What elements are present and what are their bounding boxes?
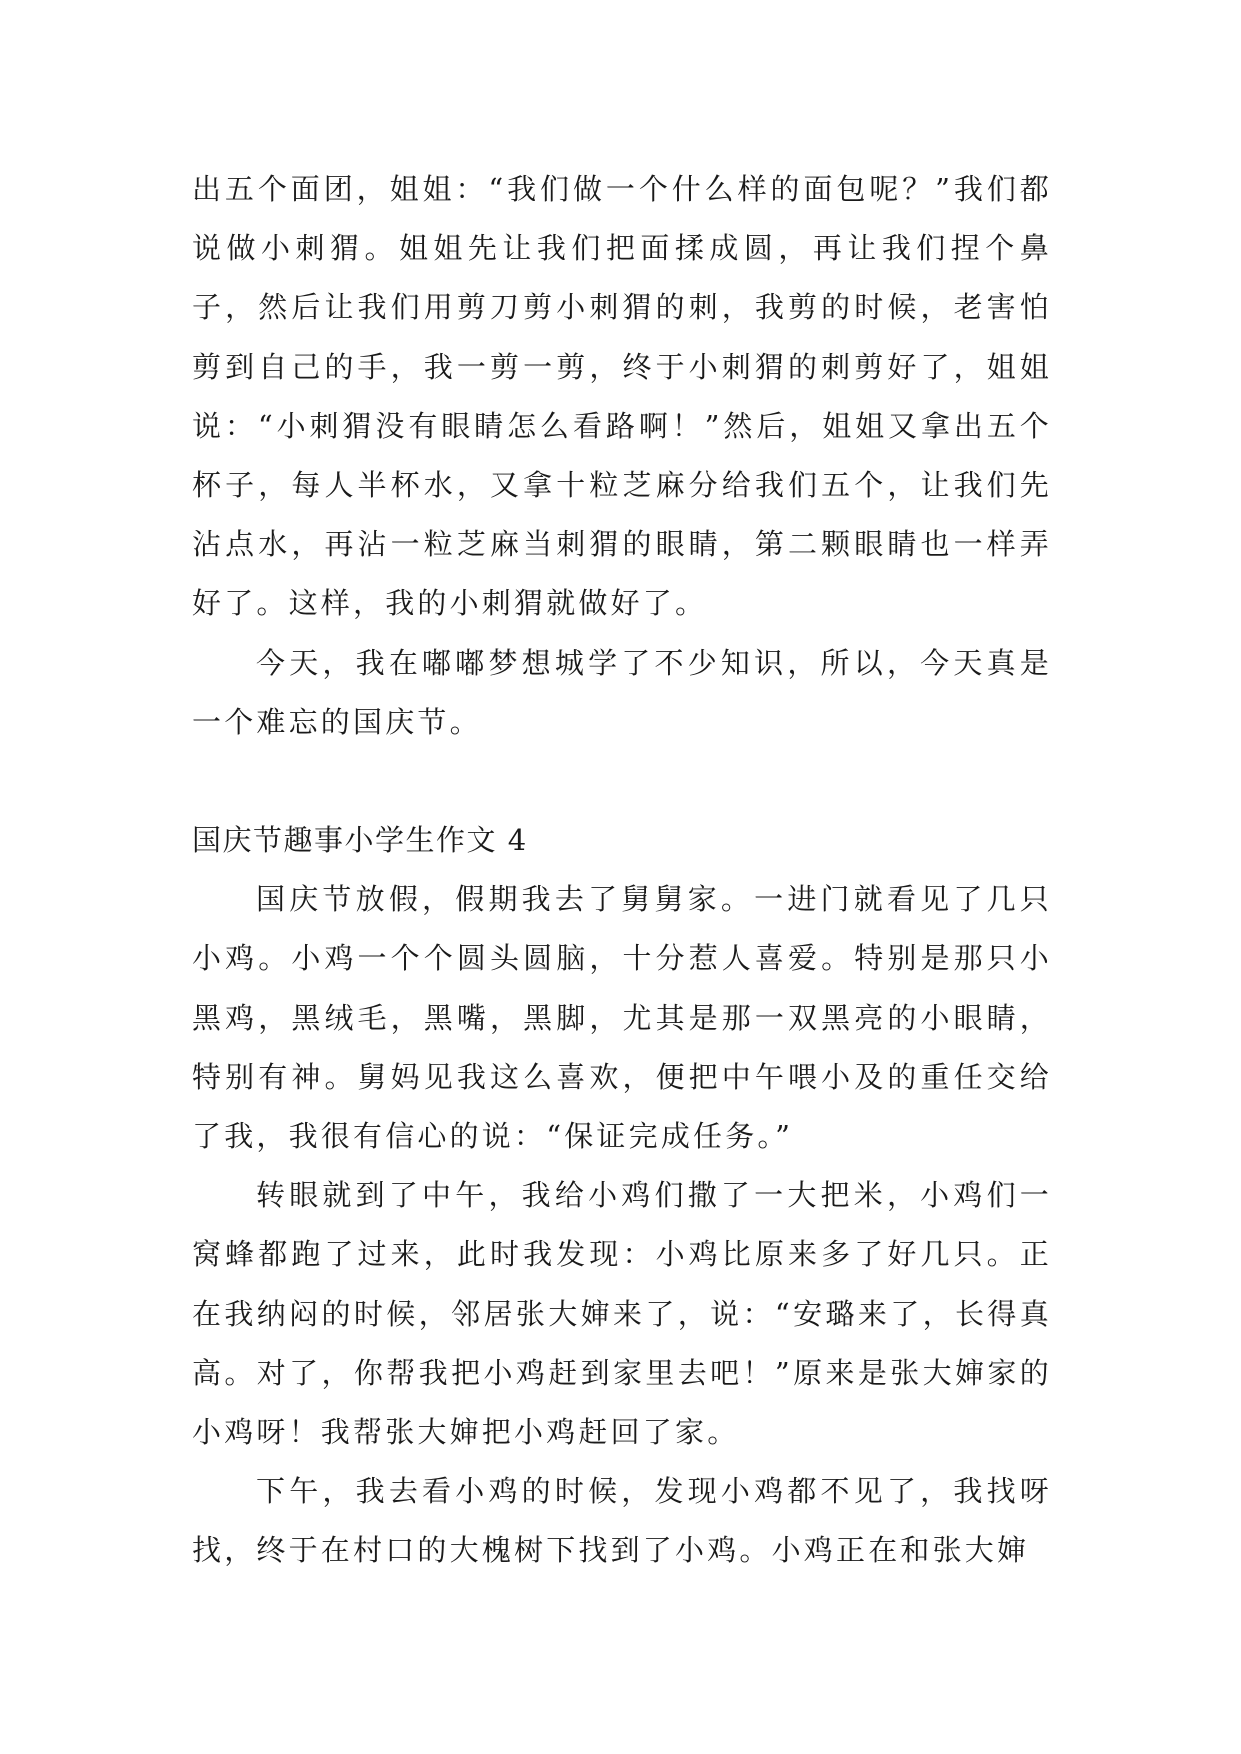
paragraph: 国庆节放假，假期我去了舅舅家。一进门就看见了几只小鸡。小鸡一个个圆头圆脑，十分惹人喜爱。特别是那只小黑鸡，黑绒毛，黑嘴，黑脚，尤其是那一双黑亮的小眼睛，特别有神。舅妈见我这么喜欢，便把中午喂小及的重任交给了我，我很有信心的说：“保证完成任务。”: [192, 882, 1052, 1154]
paragraph: 转眼就到了中午，我给小鸡们撒了一大把米，小鸡们一窝蜂都跑了过来，此时我发现：小鸡比原来多了好几只。正在我纳闷的时候，邻居张大婶来了，说：“安璐来了，长得真高。对了，你帮我把小鸡赶到家里去吧！”原来是张大婶家的小鸡呀！我帮张大婶把小鸡赶回了家。: [192, 1178, 1052, 1450]
document-body: [192, 160, 1052, 1581]
paragraph: 下午，我去看小鸡的时候，发现小鸡都不见了，我找呀找，终于在村口的大槐树下找到了小鸡。小鸡正在和张大婶: [192, 1474, 1052, 1568]
paragraph-continued: 出五个面团，姐姐：“我们做一个什么样的面包呢？”我们都说做小刺猬。姐姐先让我们把面揉成圆，再让我们捏个鼻子，然后让我们用剪刀剪小刺猬的刺，我剪的时候，老害怕剪到自己的手，我一剪一剪，终于小刺猬的刺剪好了，姐姐说：“小刺猬没有眼睛怎么看路啊！”然后，姐姐又拿出五个杯子，每人半杯水，又拿十粒芝麻分给我们五个，让我们先沾点水，再沾一粒芝麻当刺猬的眼睛，第二颗眼睛也一样弄好了。这样，我的小刺猬就做好了。: [192, 172, 1052, 621]
section-title: 国庆节趣事小学生作文 4: [192, 823, 528, 858]
paragraph: 今天，我在嘟嘟梦想城学了不少知识，所以，今天真是一个难忘的国庆节。: [192, 645, 1052, 739]
